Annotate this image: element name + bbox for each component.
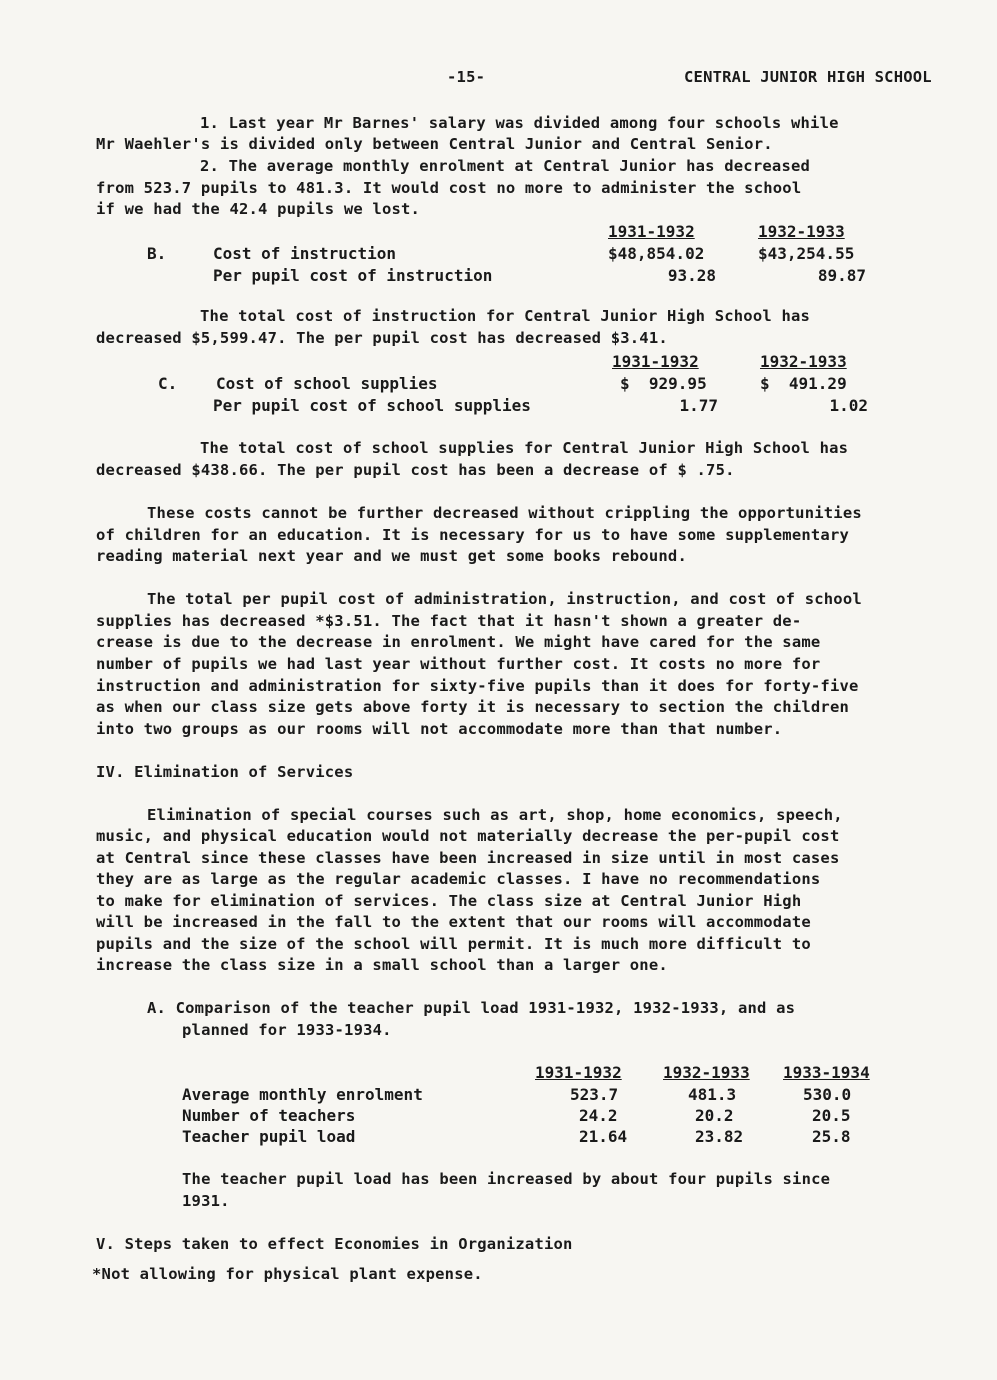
para6-line4: number of pupils we had last year without further cost. It costs no more for: [96, 655, 821, 673]
table-c-header-2: 1932-1933: [760, 352, 847, 371]
para1-line2: Mr Waehler's is divided only between Central Junior and Central Senior.: [96, 135, 773, 153]
table-c-row2-label: Per pupil cost of school supplies: [213, 396, 531, 415]
load-header-1: 1931-1932: [535, 1063, 622, 1082]
load-row1-v3: 530.0: [803, 1085, 852, 1104]
load-row2-v1: 24.2: [579, 1106, 618, 1125]
section-v-heading: V. Steps taken to effect Economies in Organization: [96, 1235, 573, 1253]
table-b-row2-v1: 93.28: [667, 266, 716, 285]
table-b-header-2: 1932-1933: [758, 222, 845, 241]
section-iv-line1: Elimination of special courses such as art, shop, home economics, speech,: [147, 806, 843, 824]
section-iv-line7: pupils and the size of the school will permit. It is much more difficult to: [96, 935, 811, 953]
para2-line3: if we had the 42.4 pupils we lost.: [96, 200, 421, 218]
table-c-row2-v2: 1.02: [829, 396, 868, 415]
table-b-header-1: 1931-1932: [608, 222, 695, 241]
item-a-line2: planned for 1933-1934.: [182, 1021, 392, 1039]
table-c-label: C.: [158, 374, 178, 393]
section-iv-line2: music, and physical education would not materially decrease the per-pupil cost: [96, 827, 840, 845]
section-iv-line5: to make for elimination of services. The class size at Central Junior High: [96, 892, 802, 910]
load-row3-v1: 21.64: [579, 1127, 628, 1146]
section-iv-heading: IV. Elimination of Services: [96, 763, 354, 781]
para2-line1: 2. The average monthly enrolment at Central Junior has decreased: [200, 157, 811, 175]
load-note-line2: 1931.: [182, 1192, 230, 1210]
table-b-row1-v2: $43,254.55: [758, 244, 855, 263]
table-c-row1-label: Cost of school supplies: [216, 374, 438, 393]
table-b-row1-v1: $48,854.02: [608, 244, 705, 263]
para5-line3: reading material next year and we must get some books rebound.: [96, 547, 687, 565]
para6-line5: instruction and administration for sixty-five pupils than it does for forty-five: [96, 677, 859, 695]
para6-line2: supplies has decreased *$3.51. The fact that it hasn't shown a greater de-: [96, 612, 802, 630]
table-b-row2-label: Per pupil cost of instruction: [213, 266, 493, 285]
para3-line1: The total cost of instruction for Central Junior High School has: [200, 307, 811, 325]
load-row3-label: Teacher pupil load: [182, 1127, 356, 1146]
section-iv-line6: will be increased in the fall to the extent that our rooms will accommodate: [96, 913, 811, 931]
load-header-2: 1932-1933: [663, 1063, 750, 1082]
table-b-label: B.: [147, 244, 167, 263]
load-row3-v2: 23.82: [695, 1127, 744, 1146]
load-note-line1: The teacher pupil load has been increased by about four pupils since: [182, 1170, 831, 1188]
load-row1-v2: 481.3: [688, 1085, 737, 1104]
table-b-row1-label: Cost of instruction: [213, 244, 397, 263]
para4-line1: The total cost of school supplies for Central Junior High School has: [200, 439, 849, 457]
para5-line1: These costs cannot be further decreased without crippling the opportunities: [147, 504, 862, 522]
load-row1-v1: 523.7: [570, 1085, 619, 1104]
para6-line1: The total per pupil cost of administration, instruction, and cost of school: [147, 590, 862, 608]
section-iv-line3: at Central since these classes have been increased in size until in most cases: [96, 849, 840, 867]
table-c-row1-v1: $ 929.95: [620, 374, 707, 393]
section-iv-line8: increase the class size in a small school than a larger one.: [96, 956, 668, 974]
load-row2-label: Number of teachers: [182, 1106, 356, 1125]
para2-line2: from 523.7 pupils to 481.3. It would cost no more to administer the school: [96, 179, 802, 197]
footnote: *Not allowing for physical plant expense.: [92, 1265, 483, 1283]
load-row3-v3: 25.8: [812, 1127, 851, 1146]
para6-line6: as when our class size gets above forty it is necessary to section the children: [96, 698, 850, 716]
item-a-line1: A. Comparison of the teacher pupil load 1931-1932, 1932-1933, and as: [147, 999, 796, 1017]
para1-line1: 1. Last year Mr Barnes' salary was divided among four schools while: [200, 114, 839, 132]
table-c-header-1: 1931-1932: [612, 352, 699, 371]
load-row2-v3: 20.5: [812, 1106, 851, 1125]
para6-line7: into two groups as our rooms will not accommodate more than that number.: [96, 720, 783, 738]
table-b-row2-v2: 89.87: [817, 266, 866, 285]
para6-line3: crease is due to the decrease in enrolment. We might have cared for the same: [96, 633, 821, 651]
load-row1-label: Average monthly enrolment: [182, 1085, 423, 1104]
load-row2-v2: 20.2: [695, 1106, 734, 1125]
school-header: CENTRAL JUNIOR HIGH SCHOOL: [684, 68, 932, 86]
para4-line2: decreased $438.66. The per pupil cost has been a decrease of $ .75.: [96, 461, 735, 479]
para5-line2: of children for an education. It is necessary for us to have some supplementary: [96, 526, 850, 544]
load-header-3: 1933-1934: [783, 1063, 870, 1082]
table-c-row1-v2: $ 491.29: [760, 374, 847, 393]
table-c-row2-v1: 1.77: [679, 396, 718, 415]
page-number: -15-: [447, 68, 486, 86]
section-iv-line4: they are as large as the regular academic classes. I have no recommendations: [96, 870, 821, 888]
para3-line2: decreased $5,599.47. The per pupil cost has decreased $3.41.: [96, 329, 668, 347]
